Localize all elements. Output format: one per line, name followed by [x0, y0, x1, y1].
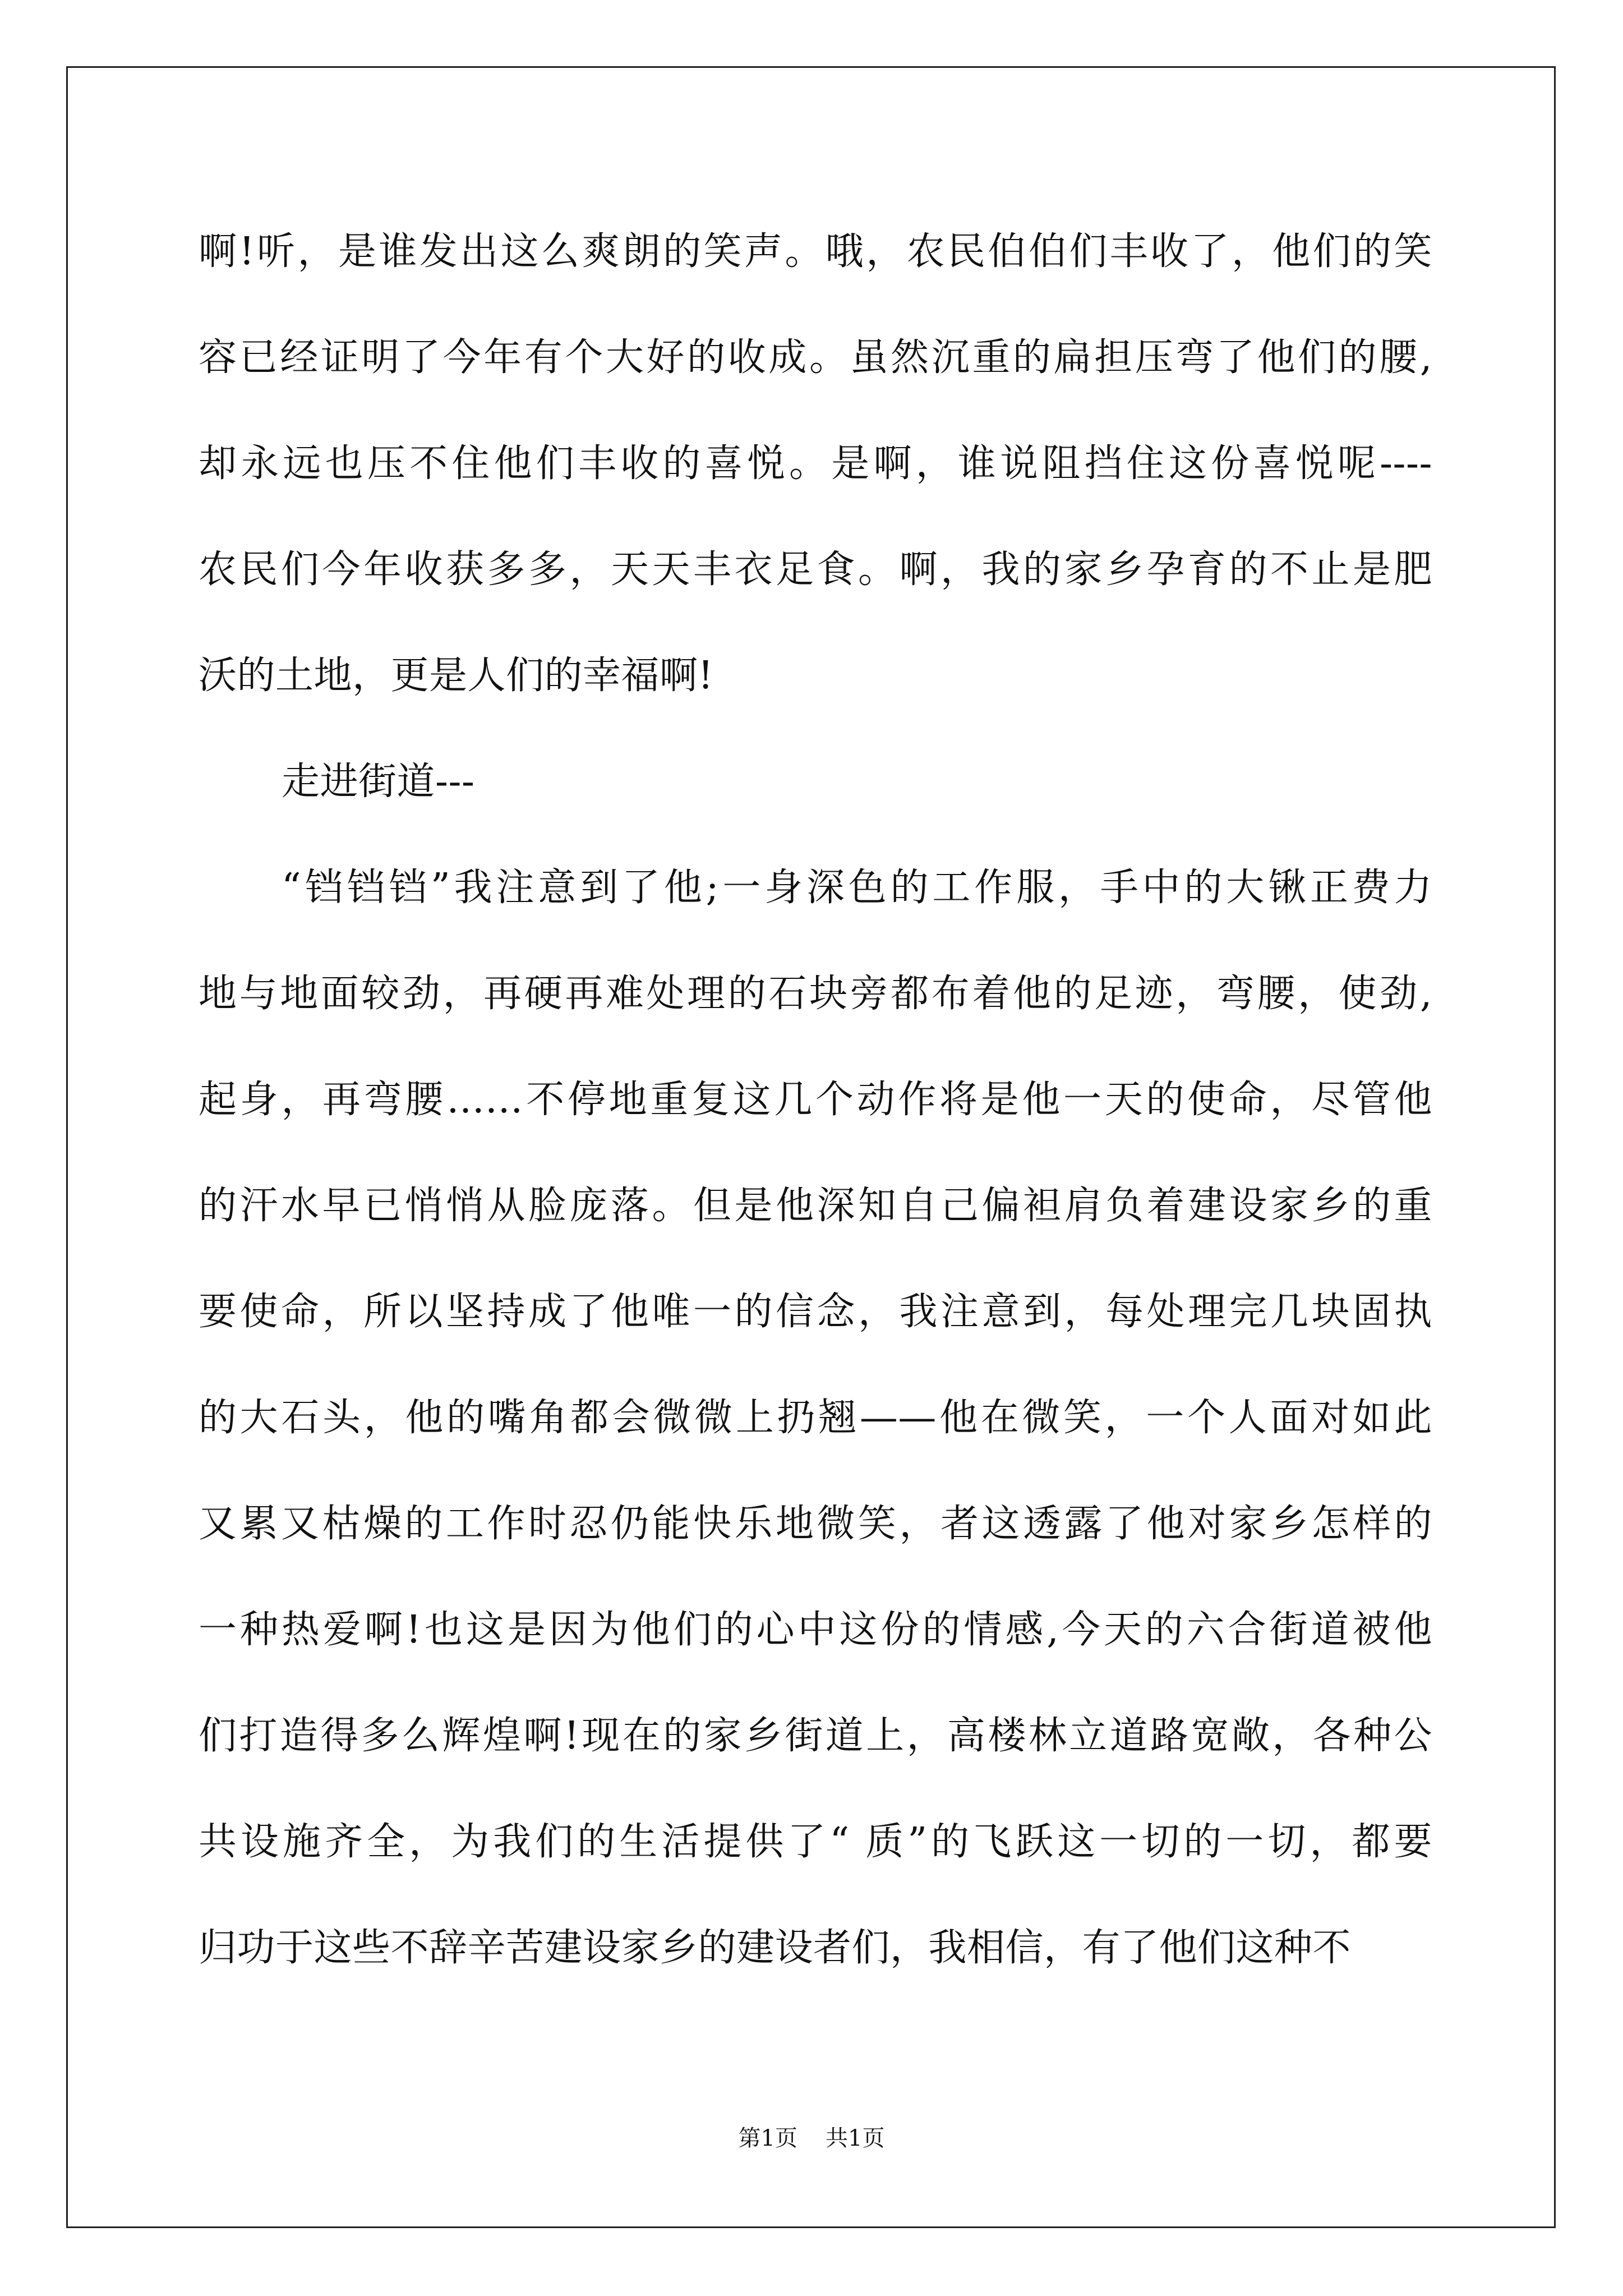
text-line: 的大石头，他的嘴角都会微微上扔翘——他在微笑，一个人面对如此 — [199, 1396, 1432, 1440]
document-body — [199, 199, 1432, 2001]
paragraph — [199, 199, 1432, 729]
text-line: 沃的土地，更是人们的幸福啊! — [199, 654, 714, 698]
text-line: 容已经证明了今年有个大好的收成。虽然沉重的扁担压弯了他们的腰, — [199, 335, 1432, 380]
text-line: 又累又枯燥的工作时忍仍能快乐地微笑，者这透露了他对家乡怎样的 — [199, 1502, 1432, 1546]
text-line: 要使命，所以坚持成了他唯一的信念，我注意到，每处理完几块固执 — [199, 1290, 1432, 1334]
text-line: 们打造得多么辉煌啊!现在的家乡街道上，高楼林立道路宽敞，各种公 — [199, 1714, 1432, 1758]
text-line: 啊!听，是谁发出这么爽朗的笑声。哦，农民伯伯们丰收了，他们的笑 — [199, 229, 1432, 274]
text-line: 走进街道--- — [282, 760, 475, 804]
text-line: “铛铛铛”我注意到了他;一身深色的工作服，手中的大锹正费力 — [282, 866, 1432, 910]
text-line: 的汗水早已悄悄从脸庞落。但是他深知自己偏袒肩负着建设家乡的重 — [199, 1184, 1432, 1228]
paragraph — [199, 835, 1432, 2001]
text-line: 共设施齐全，为我们的生活提供了“ 质”的飞跃这一切的一切，都要 — [199, 1820, 1432, 1864]
text-line: 地与地面较劲，再硬再难处理的石块旁都布着他的足迹，弯腰，使劲, — [199, 972, 1432, 1016]
text-line: 农民们今年收获多多，天天丰衣足食。啊，我的家乡孕育的不止是肥 — [199, 547, 1432, 592]
page-total: 共1页 — [826, 2125, 885, 2151]
page-number: 第1页 — [738, 2125, 797, 2151]
text-line: 起身，再弯腰……不停地重复这几个动作将是他一天的使命，尽管他 — [199, 1078, 1432, 1122]
page-footer — [0, 2122, 1623, 2155]
paragraph — [199, 729, 1432, 835]
text-line: 却永远也压不住他们丰收的喜悦。是啊，谁说阻挡住这份喜悦呢---- — [199, 441, 1432, 486]
text-line: 归功于这些不辞辛苦建设家乡的建设者们，我相信，有了他们这种不 — [199, 1926, 1352, 1970]
text-line: 一种热爱啊!也这是因为他们的心中这份的情感,今天的六合街道被他 — [199, 1608, 1432, 1652]
